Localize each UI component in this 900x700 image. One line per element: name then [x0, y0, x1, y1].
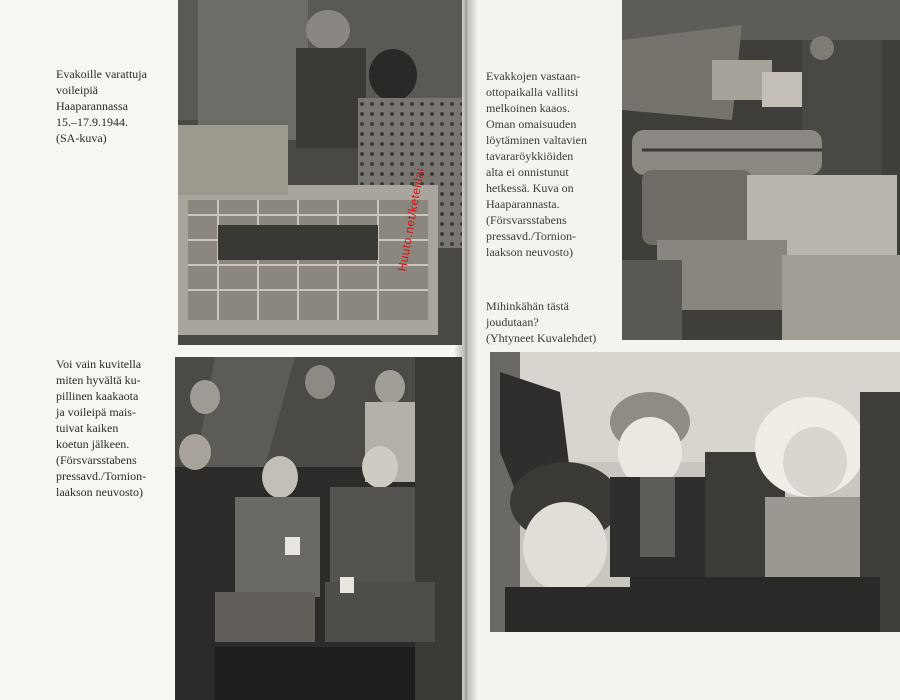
caption-line: Voi vain kuvitella [56, 357, 142, 371]
photo-piled-luggage [622, 0, 900, 340]
caption-line: pressavd./Tornion- [56, 469, 147, 483]
caption-line: Haaparannasta. [486, 197, 560, 211]
caption-line: voileipiä [56, 83, 98, 97]
caption-line: koetun jälkeen. [56, 437, 130, 451]
caption-line: (Försvarsstabens [486, 213, 567, 227]
caption-line: tavararöykkiöiden [486, 149, 574, 163]
caption-line: pillinen kaakaota [56, 389, 139, 403]
caption-children [486, 298, 596, 346]
caption-line: miten hyvältä ku- [56, 373, 141, 387]
caption-line: melkoinen kaaos. [486, 101, 570, 115]
caption-line: ottopaikalla vallitsi [486, 85, 579, 99]
caption-line: 15.–17.9.1944. [56, 115, 128, 129]
caption-line: (Yhtyneet Kuvalehdet) [486, 331, 597, 345]
caption-line: laakson neuvosto) [56, 485, 143, 499]
caption-line: löytäminen valtavien [486, 133, 587, 147]
caption-sandwiches [56, 66, 147, 146]
caption-line: Oman omaisuuden [486, 117, 577, 131]
caption-line: alta ei onnistunut [486, 165, 569, 179]
caption-line: ja voileipä mais- [56, 405, 136, 419]
caption-line: Mihinkähän tästä [486, 299, 569, 313]
caption-line: Evakoille varattuja [56, 67, 147, 81]
caption-line: Haaparannassa [56, 99, 128, 113]
watermark: Huuto.net/ketelilai [395, 166, 428, 273]
caption-line: laakson neuvosto) [486, 245, 573, 259]
caption-line: joudutaan? [486, 315, 539, 329]
caption-line: pressavd./Tornion- [486, 229, 577, 243]
photo-men-with-cocoa [175, 357, 462, 700]
caption-line: (Försvarsstabens [56, 453, 137, 467]
caption-cocoa [56, 356, 146, 500]
photo-children-winter-hats [490, 352, 900, 632]
caption-line: (SA-kuva) [56, 131, 107, 145]
caption-line: Evakkojen vastaan- [486, 69, 581, 83]
caption-luggage-chaos [486, 68, 587, 260]
caption-line: tuivat kaiken [56, 421, 119, 435]
caption-line: hetkessä. Kuva on [486, 181, 574, 195]
